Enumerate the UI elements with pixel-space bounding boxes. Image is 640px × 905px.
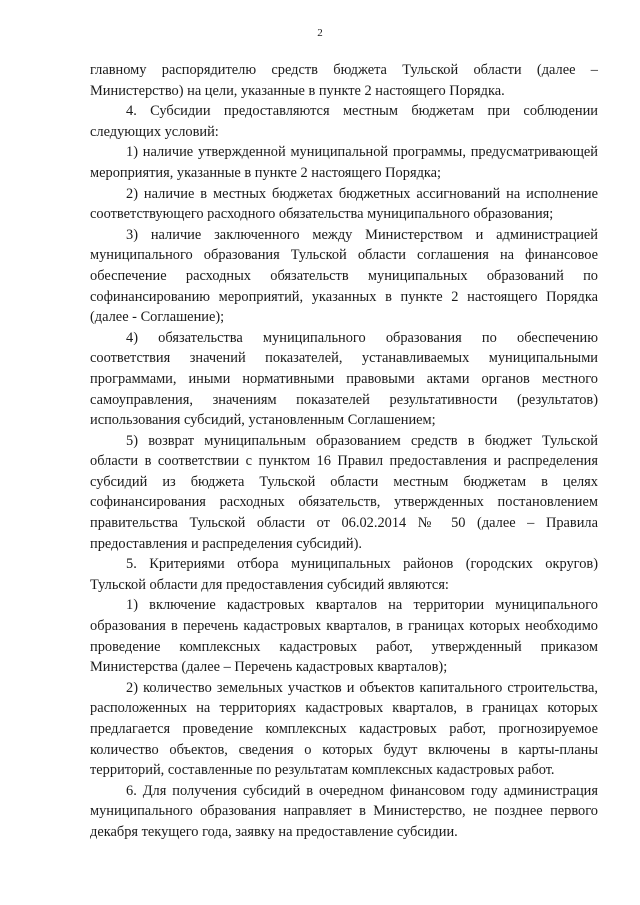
paragraph: 4. Субсидии предоставляются местным бюджетам при соблюдении следующих условий: — [90, 103, 598, 140]
paragraph: 5) возврат муниципальным образованием средств в бюджет Тульской области в соответствии с пунктом 16 Правил предоставления и распределения субсидий из бюджета Тульской области местным бюджетам в целях софинансирования расходных обязательств, утвержденных постановлением правительства Тульской области от 06.02.2014 № 50 (далее – Правила предоставления и распределения субсидий). — [90, 432, 598, 552]
paragraph: 2) наличие в местных бюджетах бюджетных ассигнований на исполнение соответствующего расходного обязательства муниципального образования; — [90, 185, 598, 223]
paragraph: 5. Критериями отбора муниципальных районов (городских округов) Тульской области для предоставления субсидий являются: — [90, 556, 598, 593]
paragraph: 6. Для получения субсидий в очередном финансовом году администрация муниципального образования направляет в Министерство, не позднее первого декабря текущего года, заявку на предоставление субсидии. — [90, 782, 598, 840]
paragraph: 4) обязательства муниципального образования по обеспечению соответствия значений показателей, устанавливаемых муниципальными программами, иными нормативными правовыми актами органов местного самоуправления, значениям показателей результативности (результатов) использования субсидий, установленным Соглашением; — [90, 329, 598, 429]
document-body — [90, 60, 598, 843]
paragraph: 3) наличие заключенного между Министерством и администрацией муниципального образования Тульской области соглашения на финансовое обеспечение расходных обязательств муниципальных образований по софинансированию мероприятий, указанных в пункте 2 настоящего Порядка (далее - Соглашение); — [90, 226, 598, 326]
paragraph: 2) количество земельных участков и объектов капитального строительства, расположенных на территориях кадастровых кварталов, в границах которых предлагается проведение комплексных кадастровых работ, прогнозируемое количество объектов, сведения о которых будут включены в карты-планы территорий, составленные по результатам комплексных кадастровых работ. — [90, 679, 598, 779]
paragraph: 1) наличие утвержденной муниципальной программы, предусматривающей мероприятия, указанные в пункте 2 настоящего Порядка; — [90, 144, 598, 181]
paragraph: главному распорядителю средств бюджета Тульской области (далее – Министерство) на цели, указанные в пункте 2 настоящего Порядка. — [90, 62, 598, 99]
paragraph: 1) включение кадастровых кварталов на территории муниципального образования в перечень кадастровых кварталов, в границах которых необходимо проведение комплексных кадастровых работ, утвержденный приказом Министерства (далее – Перечень кадастровых кварталов); — [90, 597, 598, 676]
page-number: 2 — [317, 27, 323, 39]
